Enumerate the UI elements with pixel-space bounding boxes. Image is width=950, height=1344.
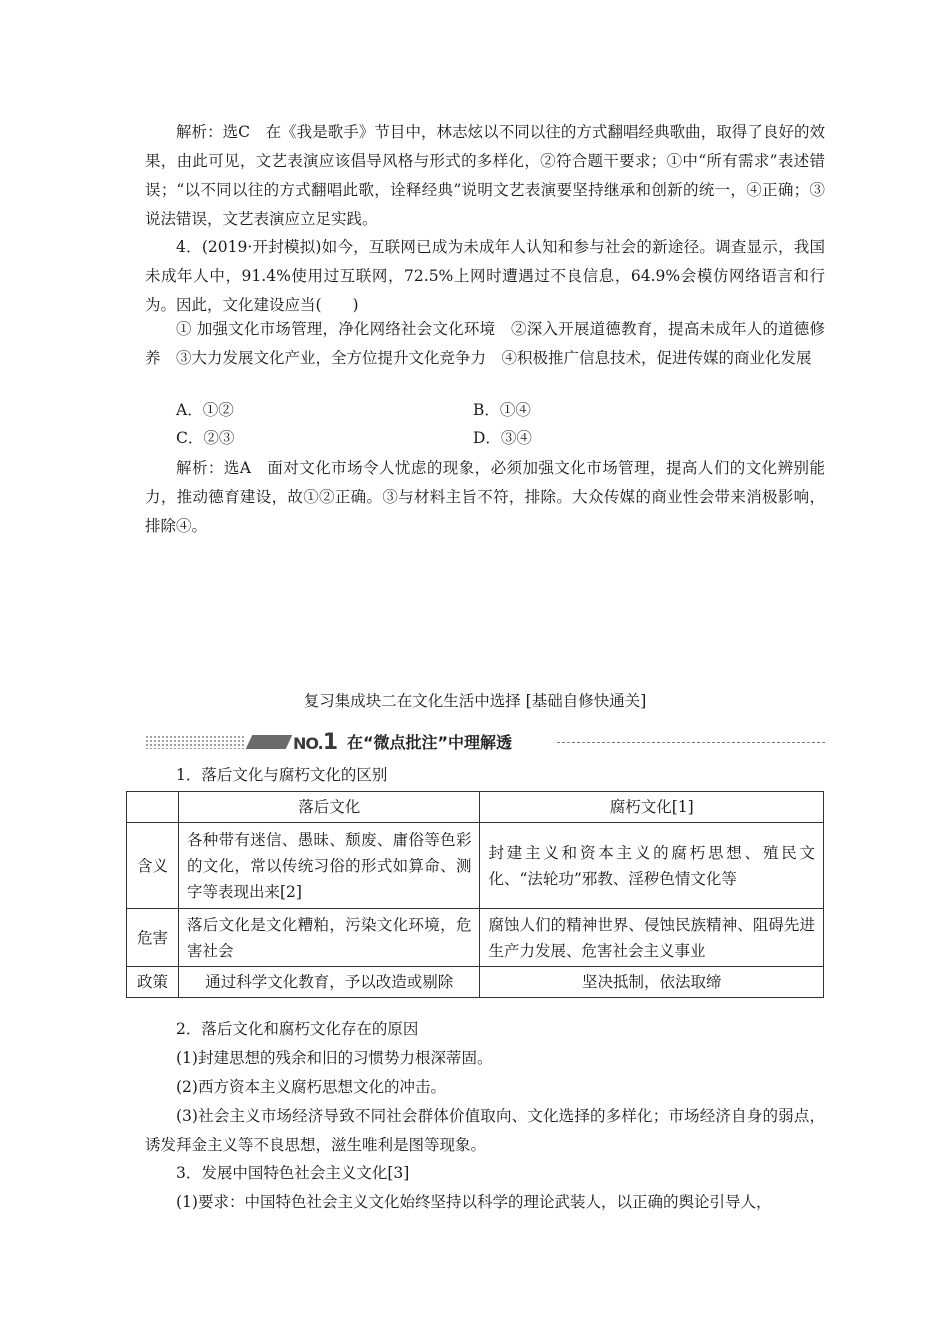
row-label: 含义 xyxy=(127,823,179,909)
table-row xyxy=(127,909,824,967)
row-label: 政策 xyxy=(127,967,179,998)
table-header-cell: 腐朽文化[1] xyxy=(480,792,824,823)
table-header-cell: 落后文化 xyxy=(178,792,480,823)
table-cell: 坚决抵制，依法取缔 xyxy=(480,967,824,998)
item-2-point-2: (2)西方资本主义腐朽思想文化的冲击。 xyxy=(176,1078,446,1096)
table-row xyxy=(127,823,824,909)
table-cell: 落后文化是文化糟粕，污染文化环境，危害社会 xyxy=(178,909,480,967)
no1-badge-number: 1 xyxy=(322,730,338,755)
comparison-table xyxy=(126,791,824,998)
no1-badge-prefix: NO. xyxy=(293,734,323,753)
no1-badge xyxy=(293,730,337,755)
option-b: B．①④ xyxy=(473,401,531,419)
table-header-cell xyxy=(127,792,179,823)
option-a: A．①② xyxy=(176,401,234,419)
section-heading: 在“微点批注”中理解透 xyxy=(347,733,513,752)
question-4: 4．(2019·开封模拟)如今，互联网已成为未成年人认知和参与社会的新途径。调查显示，我国未成年人中，91.4%使用过互联网，72.5%上网时遭遇过不良信息，64.9%会模仿网络语言和行为。因此，文化建设应当( ) xyxy=(145,238,825,314)
item-3-point-1: (1)要求：中国特色社会主义文化始终坚持以科学的理论武装人，以正确的舆论引导人， xyxy=(176,1193,772,1211)
table-cell: 封建主义和资本主义的腐朽思想、殖民文化、“法轮功”邪教、淫秽色情文化等 xyxy=(480,823,824,909)
option-c: C．②③ xyxy=(176,429,235,447)
item-3-title: 3．发展中国特色社会主义文化[3] xyxy=(176,1164,410,1182)
table-cell: 通过科学文化教育，予以改造或剔除 xyxy=(178,967,480,998)
item-2-point-1: (1)封建思想的残余和旧的习惯势力根深蒂固。 xyxy=(176,1049,493,1067)
item-1-title: 1．落后文化与腐朽文化的区别 xyxy=(176,766,388,784)
row-label: 危害 xyxy=(127,909,179,967)
section-title: 复习集成块二在文化生活中选择 [基础自修快通关] xyxy=(303,692,647,710)
option-d: D．③④ xyxy=(473,429,532,447)
slant-decoration xyxy=(246,735,293,749)
question-4-statements: ① 加强文化市场管理，净化网络社会文化环境 ②深入开展道德教育，提高未成年人的道德修养 ③大力发展文化产业，全方位提升文化竞争力 ④积极推广信息技术，促进传媒的商业化发展 xyxy=(145,320,825,367)
table-cell: 各种带有迷信、愚昧、颓废、庸俗等色彩的文化，常以传统习俗的形式如算命、测字等表现出来[2] xyxy=(178,823,480,909)
table-row xyxy=(127,967,824,998)
dotted-pattern xyxy=(145,735,245,749)
item-2-title: 2．落后文化和腐朽文化存在的原因 xyxy=(176,1020,419,1038)
analysis-paragraph-1: 解析：选C 在《我是歌手》节目中，林志炫以不同以往的方式翻唱经典歌曲，取得了良好的效果，由此可见，文艺表演应该倡导风格与形式的多样化，②符合题干要求；①中“所有需求”表述错误；“以不同以往的方式翻唱此歌，诠释经典”说明文艺表演要坚持继承和创新的统一，④正确；③说法错误，文艺表演应立足实践。 xyxy=(145,123,825,228)
section-heading-bar xyxy=(145,730,825,754)
dashed-rule xyxy=(557,742,825,743)
analysis-paragraph-2: 解析：选A 面对文化市场令人忧虑的现象，必须加强文化市场管理，提高人们的文化辨别能力，推动德育建设，故①②正确。③与材料主旨不符，排除。大众传媒的商业性会带来消极影响，排除④。 xyxy=(145,459,825,535)
table-header-row xyxy=(127,792,824,823)
item-2-point-3: (3)社会主义市场经济导致不同社会群体价值取向、文化选择的多样化；市场经济自身的弱点，诱发拜金主义等不良思想，滋生唯利是图等现象。 xyxy=(145,1107,825,1154)
table-cell: 腐蚀人们的精神世界、侵蚀民族精神、阻碍先进生产力发展、危害社会主义事业 xyxy=(480,909,824,967)
